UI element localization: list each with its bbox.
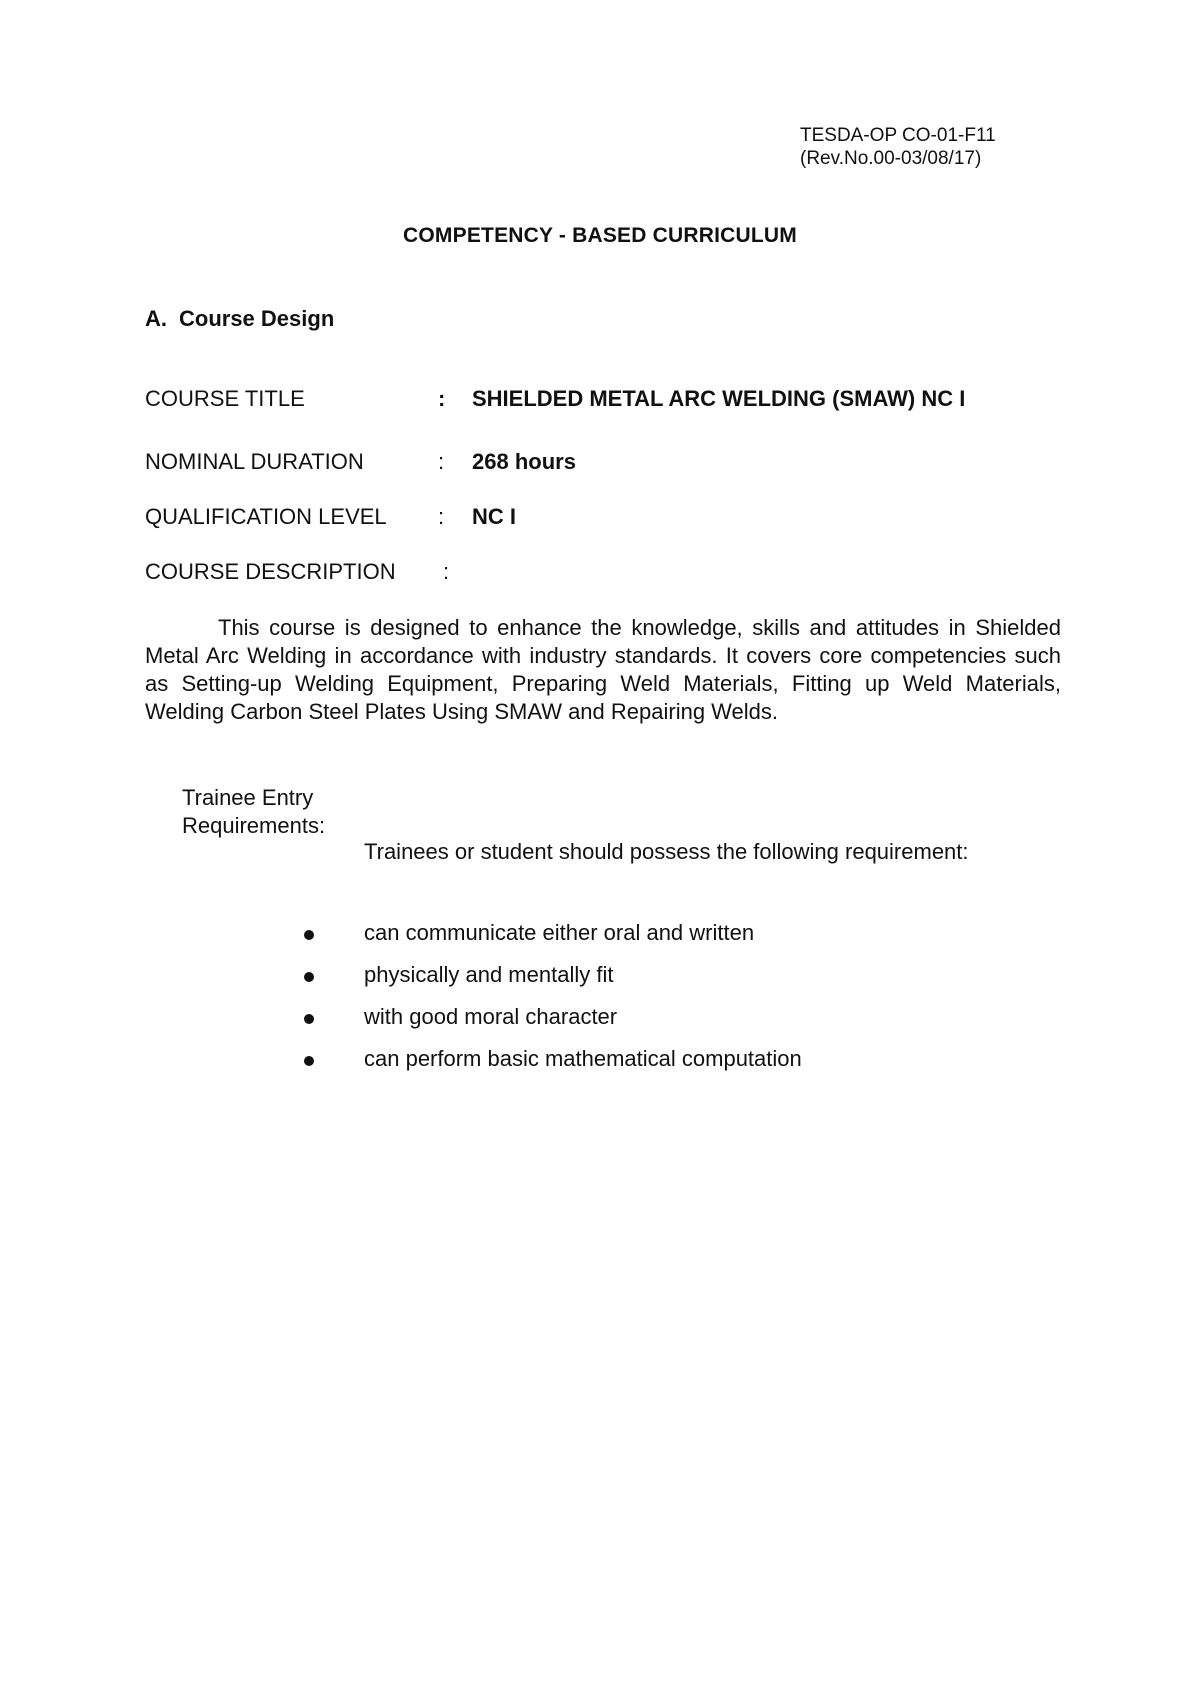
trainee-entry-label-line2: Requirements: bbox=[182, 813, 326, 838]
list-item bbox=[0, 920, 1000, 962]
qualification-level-colon: : bbox=[438, 504, 445, 529]
list-item bbox=[0, 1004, 1000, 1046]
bullet-icon bbox=[304, 930, 314, 940]
form-code: TESDA-OP CO-01-F11 bbox=[800, 125, 996, 146]
trainee-entry-label bbox=[182, 784, 325, 840]
bullet-icon bbox=[304, 1014, 314, 1024]
section-heading bbox=[145, 306, 334, 332]
course-title-label: COURSE TITLE bbox=[145, 386, 305, 411]
course-title-value: SHIELDED METAL ARC WELDING (SMAW) NC I bbox=[472, 386, 966, 411]
course-description-text: This course is designed to enhance the knowledge, skills and attitudes in Shielded Metal Arc Welding in accordance with industry standards. It covers core competencies such as Setting-up Welding Equipment, Preparing Weld Materials, Fitting up Weld Materials, Welding Carbon Steel Plates Using SMAW and Repairing Welds. bbox=[145, 615, 1061, 724]
requirement-text: with good moral character bbox=[364, 1004, 618, 1029]
qualification-level-label: QUALIFICATION LEVEL bbox=[145, 504, 387, 529]
nominal-duration-label: NOMINAL DURATION bbox=[145, 449, 364, 474]
requirement-text: can communicate either oral and written bbox=[364, 920, 755, 945]
page-title: COMPETENCY - BASED CURRICULUM bbox=[403, 224, 797, 247]
section-letter: A. bbox=[145, 306, 167, 331]
nominal-duration-colon: : bbox=[438, 449, 445, 474]
course-title-colon: : bbox=[438, 386, 446, 411]
bullet-icon bbox=[304, 1056, 314, 1066]
list-item bbox=[0, 1046, 1000, 1088]
trainee-entry-label-line1: Trainee Entry bbox=[182, 785, 314, 810]
course-description-label: COURSE DESCRIPTION bbox=[145, 559, 396, 584]
revision-number: (Rev.No.00-03/08/17) bbox=[800, 148, 982, 169]
document-code bbox=[800, 124, 996, 170]
requirement-text: physically and mentally fit bbox=[364, 962, 614, 987]
requirement-text: can perform basic mathematical computation bbox=[364, 1046, 802, 1071]
section-title: Course Design bbox=[179, 306, 335, 331]
nominal-duration-value: 268 hours bbox=[472, 449, 576, 474]
list-item bbox=[0, 962, 1000, 1004]
requirements-list bbox=[0, 920, 1000, 1088]
course-description-colon: : bbox=[443, 559, 450, 584]
bullet-icon bbox=[304, 972, 314, 982]
qualification-level-value: NC I bbox=[472, 504, 516, 529]
trainee-entry-intro: Trainees or student should possess the following requirement: bbox=[364, 839, 969, 864]
